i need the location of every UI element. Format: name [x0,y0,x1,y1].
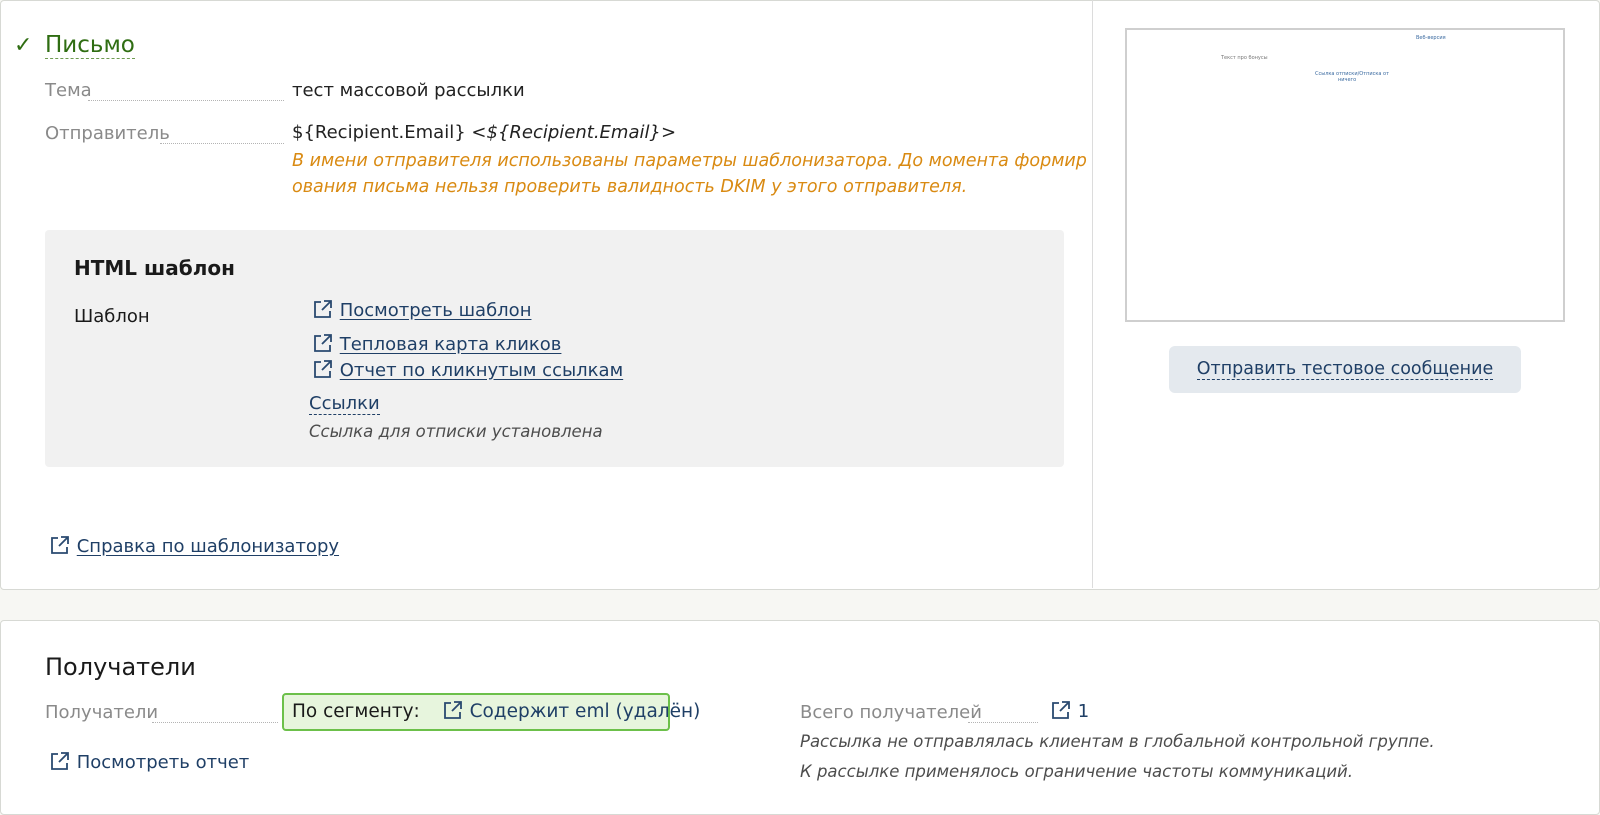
sender-value-italic: ${Recipient.Email} [486,122,661,143]
external-link-icon [312,298,334,320]
external-link-icon [442,699,464,721]
recipients-label: Получатели [45,702,159,723]
segment-name[interactable]: Содержит eml (удалён) [469,701,701,722]
preview-web-version: Веб-версия [1416,35,1446,41]
view-template-text[interactable]: Посмотреть шаблон [339,300,532,321]
send-test-message-button[interactable] [1169,346,1521,393]
heatmap-text[interactable]: Тепловая карта кликов [339,334,562,355]
links-toggle-text[interactable]: Ссылки [309,393,380,414]
sender-value-prefix: ${Recipient.Email} < [292,122,487,143]
external-link-icon [49,534,71,556]
recipients-title: Получатели [45,653,196,681]
send-test-message-label[interactable]: Отправить тестовое сообщение [1196,359,1494,379]
sender-leader [160,143,284,144]
preview-body-text: Текст про бонусы [1221,55,1268,61]
total-recipients-label: Всего получателей [800,702,982,723]
subject-label: Тема [45,80,92,101]
recipients-note-1: Рассылка не отправлялась клиентам в глобальной контрольной группе. [800,732,1435,751]
sender-value [292,122,676,143]
sender-value-suffix: > [660,122,677,143]
external-link-icon [1050,699,1072,721]
sender-label: Отправитель [45,123,170,144]
recipients-leader [152,722,278,723]
total-recipients-leader [968,722,1038,723]
heatmap-link[interactable] [312,332,561,355]
sender-warning [292,148,1087,200]
total-recipients-value[interactable]: 1 [1077,701,1090,722]
letter-title-text[interactable]: Письмо [45,32,135,58]
clicked-links-report-link[interactable] [312,358,623,381]
unsubscribe-note: Ссылка для отписки установлена [309,422,603,441]
help-link[interactable] [49,534,339,557]
preview-unsub-line1: Ссылка отписки/Отписка от [1315,71,1390,77]
check-icon: ✓ [14,33,33,58]
letter-title[interactable] [45,32,135,58]
external-link-icon [312,332,334,354]
view-report-text[interactable]: Посмотреть отчет [76,752,250,773]
sender-warning-line2: ования письма нельзя проверить валидность DKIM у этого отправителя. [292,177,968,197]
preview-unsub-line2: ничего [1338,77,1357,83]
view-template-link[interactable] [312,298,531,321]
subject-leader [88,100,284,101]
sender-warning-line1: В имени отправителя использованы параметры шаблонизатора. До момента формир [292,151,1087,171]
links-toggle[interactable] [309,393,380,415]
email-preview[interactable] [1125,28,1565,322]
total-recipients-link[interactable] [1050,699,1089,722]
help-link-text[interactable]: Справка по шаблонизатору [76,536,340,557]
view-report-link[interactable] [49,750,249,773]
segment-link[interactable] [442,701,701,722]
segment-prefix: По сегменту: [292,701,420,722]
recipients-note-2: К рассылке применялось ограничение частоты коммуникаций. [800,762,1354,781]
clicked-links-report-text[interactable]: Отчет по кликнутым ссылкам [339,360,624,381]
vertical-divider [1092,0,1093,588]
segment-chip [282,693,701,731]
subject-value: тест массовой рассылки [292,80,525,101]
external-link-icon [49,750,71,772]
html-template-title: HTML шаблон [74,256,235,280]
external-link-icon [312,358,334,380]
template-label: Шаблон [74,306,150,327]
